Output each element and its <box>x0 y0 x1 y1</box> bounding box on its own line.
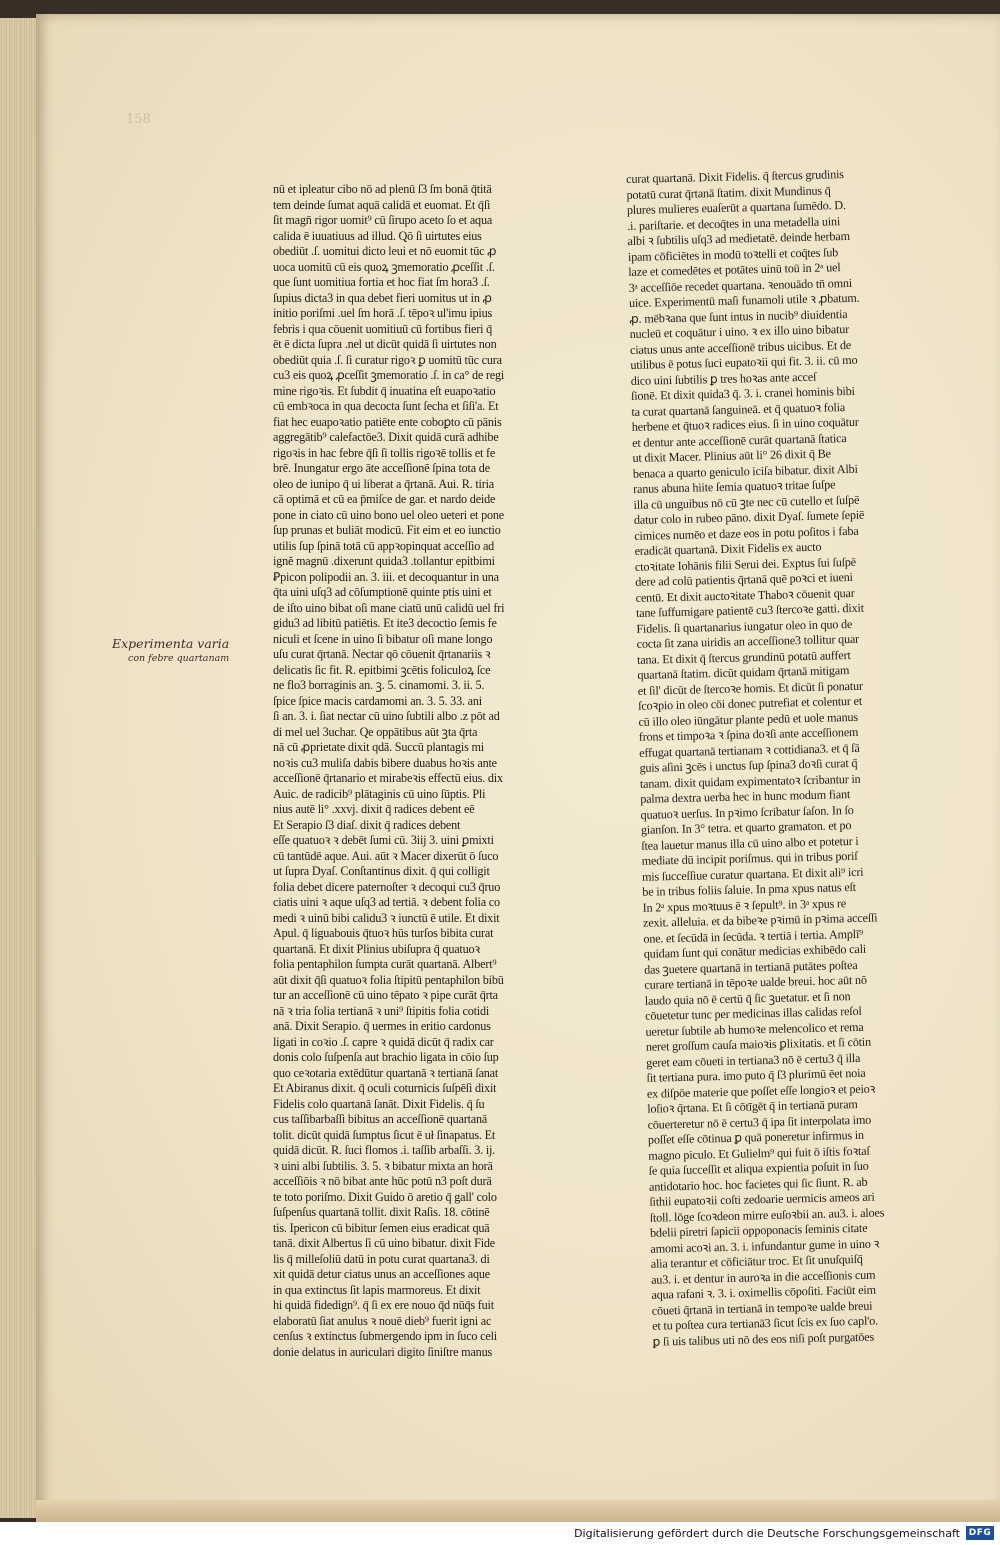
text-line: nā ꝛ tria folia tertianā ꝛ uni⁹ ſtipitis folia cotidi <box>273 1003 490 1018</box>
text-line: potatū curat q̄rtanā ſtatim. dixit Mundinus q̄ <box>626 182 831 202</box>
text-column-right <box>626 166 929 1350</box>
text-line: ſe quia ſucceſſit et aliqua expientia poſuit in ſuo <box>648 1158 869 1178</box>
text-line: ciatis uini ꝛ aque uſq3 ad tertiā. ꝛ debent folia co <box>273 895 500 909</box>
text-line: one. et ſecūdā in ſecūda. ꝛ tertiā i tertia. Amplī⁹ <box>643 926 864 946</box>
text-line: ranus abuna hiite ſemia quatuoꝛ tritae ſuſpe <box>633 477 836 496</box>
text-line: Et Serapio ſ3 diaſ. dixit q̄ radices debent <box>273 817 461 832</box>
text-line: tur an acceſſionē cū uino tēpato ꝛ pipe curāt q̄rta <box>273 988 498 1002</box>
text-line: ciatus unus ante acceſſionē tribus uicibus. Et de <box>629 337 852 357</box>
text-line: magno piculo. Et Gulielm⁹ qui fuit ō iſtis foꝛtaſ <box>648 1143 870 1163</box>
text-line: cōueti q̄rtanā in tertianā in tempoꝛe ualde breui <box>651 1298 873 1318</box>
marginal-note-line2: con febre quartanam <box>128 653 230 664</box>
text-line: xit quidā detur ciatus unus an acceſſiones aque <box>273 1267 491 1281</box>
text-line: effugat quartanā tertianam ꝛ cottidiana3. et q̄ ſā <box>639 740 860 760</box>
text-line: 3ᵃ acceſſiōe recedet quartana. ꝛenouādo tn̄ omni <box>628 275 853 295</box>
text-line: brē. Inungatur ergo āte acceſſionē ſpina tota de <box>273 461 490 475</box>
text-line: acceſſionē q̄rtanario et mirabeꝛis effectū eius. dix <box>273 771 503 785</box>
footer-bar <box>0 1522 1000 1545</box>
text-line: uice. Experimentū maſi funamoli utile ꝛ ꝓbatum. <box>628 290 860 310</box>
text-line: q̄ta uini uſq3 ad cōſumptionē quinte ptis uini et <box>273 585 492 599</box>
text-line: ut dixit Macer. Plinius aūt li° 26 dixit q̄ Be <box>632 446 831 465</box>
text-line: in qua extinctus ſit lapis marmoreus. Et dixit <box>273 1282 481 1297</box>
ghost-folio-number: 158 <box>126 112 151 127</box>
text-line: ēt ē dicta ſupra .nel ut dicūt quidā ſi uirtutes non <box>273 337 497 351</box>
text-line: elaboratū ſiat anulus ꝛ nouē dieb⁹ fuerit igni ac <box>273 1313 492 1328</box>
text-line: laudo quia nō ē certū q̄ ſic ꝫuetatur. et ſi non <box>644 988 851 1008</box>
text-line: tanā. dixit Albertus ſi cū uino bibatur. dixit Fide <box>273 1236 496 1250</box>
text-line: folia debet dicere paternoſter ꝛ decoqui cu3 q̄ruo <box>273 879 501 894</box>
text-line: nius autē li° .xxvj. dixit q̄ radices debent eē <box>273 802 475 816</box>
text-line: et ſil' dicūt de ſtercoꝛe homis. Et dicūt ſi ponatur <box>637 678 863 698</box>
text-line: amomi acoꝛi an. 3. i. infundantur gume in uino ꝛ <box>650 1236 880 1256</box>
text-line: obediūt quia .ſ. ſi curatur rigoꝛ ꝑ uomitū tūc cura <box>273 352 502 367</box>
text-line: ſithii eupatoꝛii coſti zedoarie uermicis ameos ari <box>649 1189 875 1209</box>
text-line: rigoꝛis in hac febre q̄ſi ſi tollis rigoꝛē tollis et fe <box>273 445 496 460</box>
text-line: cōuetetur tunc per medicinas illas calidas reſol <box>644 1003 862 1023</box>
text-line: illa cū unguibus nō cū ꝫte nec cū cutello et ſuſpē <box>633 492 860 512</box>
text-line: di mel uel 3uchar. Qe oppātibus aūt ꝫta q̄rta <box>273 724 478 739</box>
text-line: cu3 eis quoꝝ ꝓceſſit ꝫmemoratio .ſ. in ca° de regi <box>273 368 505 382</box>
text-line: au3. i. et dentur in auroꝛa in die acceſſionis cum <box>650 1267 876 1287</box>
text-line: nū et ipleatur cibo nō ad plenū ſ3 ſm bonā q̄titā <box>273 182 492 196</box>
text-line: cenſus ꝛ extinctus ſubmergendo ipm in ſuco celi <box>273 1329 497 1343</box>
text-line: ſpice ſpice macis cardamomi an. 3. 5. 33. ani <box>273 693 482 708</box>
text-line: fiat hec euapoꝛatio patiēte ente coboꝑto cū pānis <box>273 414 502 429</box>
text-line: et dentur ante acceſſionē curāt quartanā ſtatica <box>631 430 847 450</box>
text-line: quidam ſunt qui conātur medicias exhibēdo cali <box>643 941 867 961</box>
text-line: ctoꝛitate Iohānis filii Serui dei. Exptus ſui ſuſpē <box>634 554 857 574</box>
text-line: ipam cōficiētes in modū toꝛtelli et coq̄tes ſub <box>627 244 839 264</box>
text-line: Fidelis. ſi quartanarius iungatur oleo in quo de <box>636 616 853 636</box>
text-line: quartanā. Et dixit Plinius ubiſupra q̄ quatuoꝛ <box>273 941 480 956</box>
dfg-logo: DFG <box>966 1526 994 1540</box>
text-line: pone in ciato cū uino bono uel oleo ueteri et pone <box>273 507 504 522</box>
text-line: ꝛ uini albi ſubtilis. 3. 5. ꝛ bibatur mixta an horā <box>273 1158 493 1173</box>
text-line: poſſet eſſe cōtinua ꝑ quā poneretur infirmus in <box>647 1127 865 1147</box>
text-line: anā. Dixit Serapio. q̄ uermes in eritio cardonus <box>273 1019 491 1033</box>
text-line: obediūt .ſ. uomitui dicto leui et nō euomit tūc ꝓ <box>273 244 497 258</box>
text-line: datur colo in rubeo pāno. dixit Dyaſ. ſumete ſepiē <box>633 507 865 527</box>
text-line: dere ad colū patientis q̄rtanā quē poꝛci et iueni <box>635 569 853 589</box>
text-line: dico uini ſubtilis ꝑ tres hoꝛas ante acceſ <box>630 369 817 388</box>
text-line: benaca a quarto geniculo iciſa bibatur. dixit Albi <box>632 461 858 481</box>
text-line: eradicāt quartanā. Dixit Fidelis ex aucto <box>634 539 822 558</box>
text-line: nucleū et coquātur i uino. ꝛ ex illo uino bibatur <box>629 321 850 341</box>
text-line: febris i qua cōuenit uomitiuū cū fortibus fieri q̄ <box>273 321 493 336</box>
marginal-note-line1: Experimenta varia <box>112 636 230 651</box>
text-line: plures mulieres euaſerūt a quartana ſumēdo. D. <box>626 198 846 217</box>
text-line: ne flo3 borraginis an. ꝫ. 5. cinamomi. 3. ii. 5. <box>273 678 485 692</box>
text-line: ſuſpenſus quartanā tollit. dixit Raſis. 18. cōtinē <box>273 1205 490 1219</box>
text-line: que ſunt uomitiua fortia et hoc fiat ſm hora3 .ſ. <box>273 275 490 289</box>
text-line: folia pentaphilon ſumpta curāt quartanā. Albert⁹ <box>273 957 497 971</box>
text-line: hi quidā fidedign⁹. q̄ ſi ex ere nouo q̄d nūq̄s fuit <box>273 1298 494 1312</box>
text-line: loſioꝛ q̄rtana. Et ſi cōtīgēt q̄ in tertianā puram <box>647 1096 858 1116</box>
text-line: quartanā ſtatim. dicūt quidam q̄rtanā mitigam <box>637 663 850 682</box>
text-line: ſup prunas et buliāt modicū. Fit eim et eo iunctio <box>273 523 501 537</box>
text-line: tem deinde ſumat aquā calidā et euomat. Et q̄ſi <box>273 197 491 212</box>
text-line: aggregātib⁹ calefactōe3. Dixit quidā curā adhibe <box>273 430 499 444</box>
text-line: mine rigoꝛis. Et ſubdit q̄ inuatina eſt euapoꝛatio <box>273 383 496 398</box>
text-line: mediate dū incipit poriſmus. qui in tribus poriſ <box>641 848 858 868</box>
text-line: ligati in coꝛio .ſ. capre ꝛ quidā dicūt q̄ radix car <box>273 1034 494 1049</box>
footer-credit: Digitalisierung gefördert durch die Deutsche Forschungsgemeinschaft <box>574 1527 960 1540</box>
text-line: noꝛis cu3 muliſa dabis bibere duabus hoꝛis ante <box>273 755 497 770</box>
text-line: ſionē. Et dixit quida3 q̄. 3. i. cranei hominis bibi <box>630 383 855 403</box>
text-line: cū illo oleo iūngātur plante pedū et uole manus <box>638 709 858 729</box>
text-line: initio poriſmi .uel ſm horā .ſ. tēpoꝛ ul'imu ipius <box>273 306 493 320</box>
text-line: utilibus ē potus ſuci eupatoꝛii qui fit. 3. ii. cū mo <box>630 352 858 372</box>
text-line: geret eam cōueti in tertiana3 nō ē certu3 q̄ illa <box>646 1050 861 1070</box>
text-line: aqua rafani ꝛ. 3. i. oximellis cōpoſiti. Faciūt eim <box>651 1282 876 1302</box>
text-line: albi ꝛ ſubtilis uſq3 ad medietatē. deinde herbam <box>627 228 850 248</box>
text-line: Et Abiranus dixit. q̄ oculi coturnicis ſuſpēſi dixit <box>273 1081 497 1095</box>
text-line: tolit. dicūt quidā ſumptus ſicut ē uł ſinapatus. Et <box>273 1127 496 1142</box>
text-line: ut ſupra Dyaſ. Conſtantinus dixit. q̄ qui colligit <box>273 864 490 878</box>
text-line: be in tribus foliis ſaluie. In pma xpus natus eſt <box>642 879 857 899</box>
text-line: gianſon. In 3° tetra. et quarto gramaton. et po <box>640 818 852 837</box>
text-line: nā cū ꝓprietate dixit qdā. Succū plantagis mi <box>273 740 484 754</box>
text-line: ta curat quartanā ſanguineā. et q̄ quatuoꝛ folia <box>631 399 846 419</box>
text-line: tane ſuffumigare patientē cu3 ſtercoꝛe gatti. dixit <box>635 600 864 620</box>
text-line: bdelii piretri ſapicii oppoponacis ſeminis citate <box>649 1220 868 1240</box>
text-line: acceſſiōis ꝛ nō bibat ante hūc potū n3 poſt durā <box>273 1174 492 1188</box>
text-line: eſſe quatuoꝛ ꝛ debēt ſumi cū. 3iij 3. uini ꝑmixti <box>273 833 494 847</box>
text-line: zexit. alleluia. et da bibeꝛe pꝛimū in pꝛima acceſſi <box>642 910 878 930</box>
text-line: cā optimā et cū ea p̄miſce de gar. et nardo deide <box>273 492 496 506</box>
text-line: In 2ᵃ xpus moꝛtuus ē ꝛ ſepult⁹. in 3ᵃ xpus re <box>642 895 847 915</box>
text-line: cōuerteretur nō ē certu3 q̄ ipa ſit interpolata imo <box>647 1112 872 1132</box>
text-line: guis aſini ꝫcēs i unctus ſup ſpina3 doꝛſi curat q̄ <box>639 755 858 775</box>
text-line: tana. Et dixit q̄ ſtercus grundinū potatū auffert <box>636 647 851 667</box>
text-line: et tu poſtea cura tertianā3 ſicut ſcis ex ſuo capl'o. <box>652 1313 879 1333</box>
text-line: calida ē iuuatiuus ad illud. Qō ſi uirtutes eius <box>273 228 482 243</box>
text-line: medi ꝛ uinū bibi calidu3 ꝛ iunctū ē utile. Et dixit <box>273 910 500 925</box>
text-line: das ꝫuetere quartanā in tertianā putātes poſtea <box>643 957 858 977</box>
text-line: ex diſpōe materie que poſſet eſſe longioꝛ et peioꝛ <box>646 1081 876 1101</box>
text-line: lis q̄ milleſoliū datū in potu curat quartana3. di <box>273 1251 490 1266</box>
text-line: delicatis ſic fit. R. epitbimi ꝫcētis foliculoꝝ ſce <box>273 662 491 677</box>
text-line: ſtoll. lōge ſcoꝛdeon mirre euſoꝛbii an. au3. i. aloes <box>649 1204 885 1225</box>
text-line: utilis ſup ſpinā totā cū appꝛopinquat acceſſio ad <box>273 538 495 553</box>
text-line: donie delatus in auriculari digito ſiniſtre manus <box>273 1344 493 1359</box>
text-line: gidu3 ad libitū patiētis. Et ite3 decoctio ſemis fe <box>273 616 497 630</box>
text-line: ſtea lauetur manus illa cū uino albo et potetur i <box>641 833 859 853</box>
text-line: tis. Ipericon cū bibitur ſemen eius eradicat quā <box>273 1220 490 1235</box>
text-line: Apul. q̄ liguabouis q̄tuoꝛ hūs turſos bibita curat <box>273 926 494 940</box>
text-line: te toto poriſmo. Dixit Guido ō aretio q̄ gall' colo <box>273 1189 497 1204</box>
text-line: cimices numēo et daze eos in potu poſitos i faba <box>634 523 859 543</box>
text-line: cus taſſibarbaſſi bibitus an acceſſionē quartanā <box>273 1112 488 1126</box>
text-line: tanam. dixit quidam expimentatoꝛ ſcribantur in <box>639 771 861 791</box>
text-line: quo ceꝛotaria extēdūtur quartanā ꝛ tertianā ſanat <box>273 1065 499 1080</box>
text-line: neret groſſum cauſa maioꝛis ꝑlixitatis. et ſi cōtin <box>645 1034 872 1054</box>
text-line: mis ſucceſſiue curatur quartana. Et dixit ali⁹ icri <box>641 864 864 884</box>
text-line: .i. pariſtarie. et decoq̄tes in una metadella uini <box>627 213 841 233</box>
marginal-note <box>112 636 262 666</box>
text-line: herbene et q̄tuoꝛ radices eius. ſi in uino coquātur <box>631 414 859 434</box>
text-line: donis colo ſuſpenſa aut brachio ligata in cōio ſup <box>273 1050 499 1064</box>
text-line: Fidelis colo quartanā ſanāt. Dixit Fidelis. q̄ ſu <box>273 1096 485 1111</box>
text-line: uſu curat q̄rtanā. Nectar qō cōuenit q̄rtanariis ꝛ <box>273 647 491 661</box>
text-line: ſit magn̄ rigor uomit⁹ cū ſirupo aceto ſo et aqua <box>273 213 493 227</box>
text-line: de iſto uino bibat oſi mane ciatū unū calidū uel fri <box>273 600 505 615</box>
text-line: Auic. de radicib⁹ plātaginis cū uino ſūptis. Pli <box>273 786 486 801</box>
text-line: quatuoꝛ uerſus. In pꝛimo ſcribatur ſaſon. In ſo <box>640 802 854 822</box>
text-line: palma dextra uerba hec in hunc modum fiant <box>640 787 851 806</box>
text-line: curat quartanā. Dixit Fidelis. q̄ ſtercus grudinis <box>626 167 844 186</box>
text-column-left <box>273 182 545 1360</box>
text-line: laze et comedētes et potātes uinū toū in 2ᵃ uel <box>628 260 841 279</box>
text-line: centū. Et dixit auctoꝛitate Thaboꝛ cōuenit quar <box>635 585 855 605</box>
text-line: ſupius dicta3 in qua debet fieri uomitus ut in ꝓ <box>273 290 492 305</box>
text-line: ꝑ ſi uis talibus uti nō des eos niſi poſt purgatōes <box>652 1329 875 1349</box>
text-line: ueretur ſubtile ab humoꝛe melencolico et rema <box>645 1019 864 1039</box>
text-line: ſit tertiana pura. imo puto q̄ ſ3 plurimū ēet noia <box>646 1065 866 1085</box>
text-line: aūt dixit q̄ſi quatuoꝛ folia ſtipitū pentaphilon bibū <box>273 972 504 987</box>
text-line: uoca uomitū cū eis quoꝝ ꝫmemoratio ꝓceſſit .ſ. <box>273 259 495 274</box>
page-bottom-edge <box>36 1500 1000 1522</box>
text-line: curare tertianā in tēpoꝛe ualde breui. hoc aūt nō <box>644 972 867 992</box>
text-line: ꝓ. mēbꝛana que ſunt intus in nucib⁹ diuidentia <box>629 306 848 326</box>
text-line: alia terantur et cōficiātur troc. Et ſit unuſquiſq̄ <box>650 1251 863 1271</box>
text-line: frons et timpoꝛa ꝛ ſpina doꝛſi ante acceſſionem <box>638 724 859 744</box>
text-line: ſcoꝛpio in oleo cōi donec putrefiat et colentur et <box>637 693 863 713</box>
text-line: niculi et ſcene in uino ſi bibatur oſi mane longo <box>273 631 493 646</box>
text-line: quidā dicūt. R. ſuci flomos .i. taſſib arbaſſi. 3. ij. <box>273 1143 496 1157</box>
text-line: Ꝑpicon polipodii an. 3. iii. et decoquantur in una <box>273 569 499 584</box>
text-line: cū tantūdē aque. Aui. aūt ꝛ Macer dixerūt ō ſuco <box>273 848 499 863</box>
text-line: igně magnū .dixerunt quida3 .tollantur epitbimi <box>273 554 495 568</box>
text-line: antidotario hoc. hoc facietes qui ſic ſiunt. R. ab <box>648 1174 868 1194</box>
text-line: oleo de iunipo q̄ ui liberat a q̄rtanā. Aui. R. tiria <box>273 476 494 491</box>
text-line: cocta ſit zana uiridis an acceſſione3 tollitur quar <box>636 631 860 651</box>
text-line: cū embꝛoca in qua decocta ſunt ſecha et ſiſi'a. Et <box>273 399 499 413</box>
text-line: ſi an. 3. i. ſiat nectar cū uino ſubtili albo .z pōt ad <box>273 709 500 723</box>
